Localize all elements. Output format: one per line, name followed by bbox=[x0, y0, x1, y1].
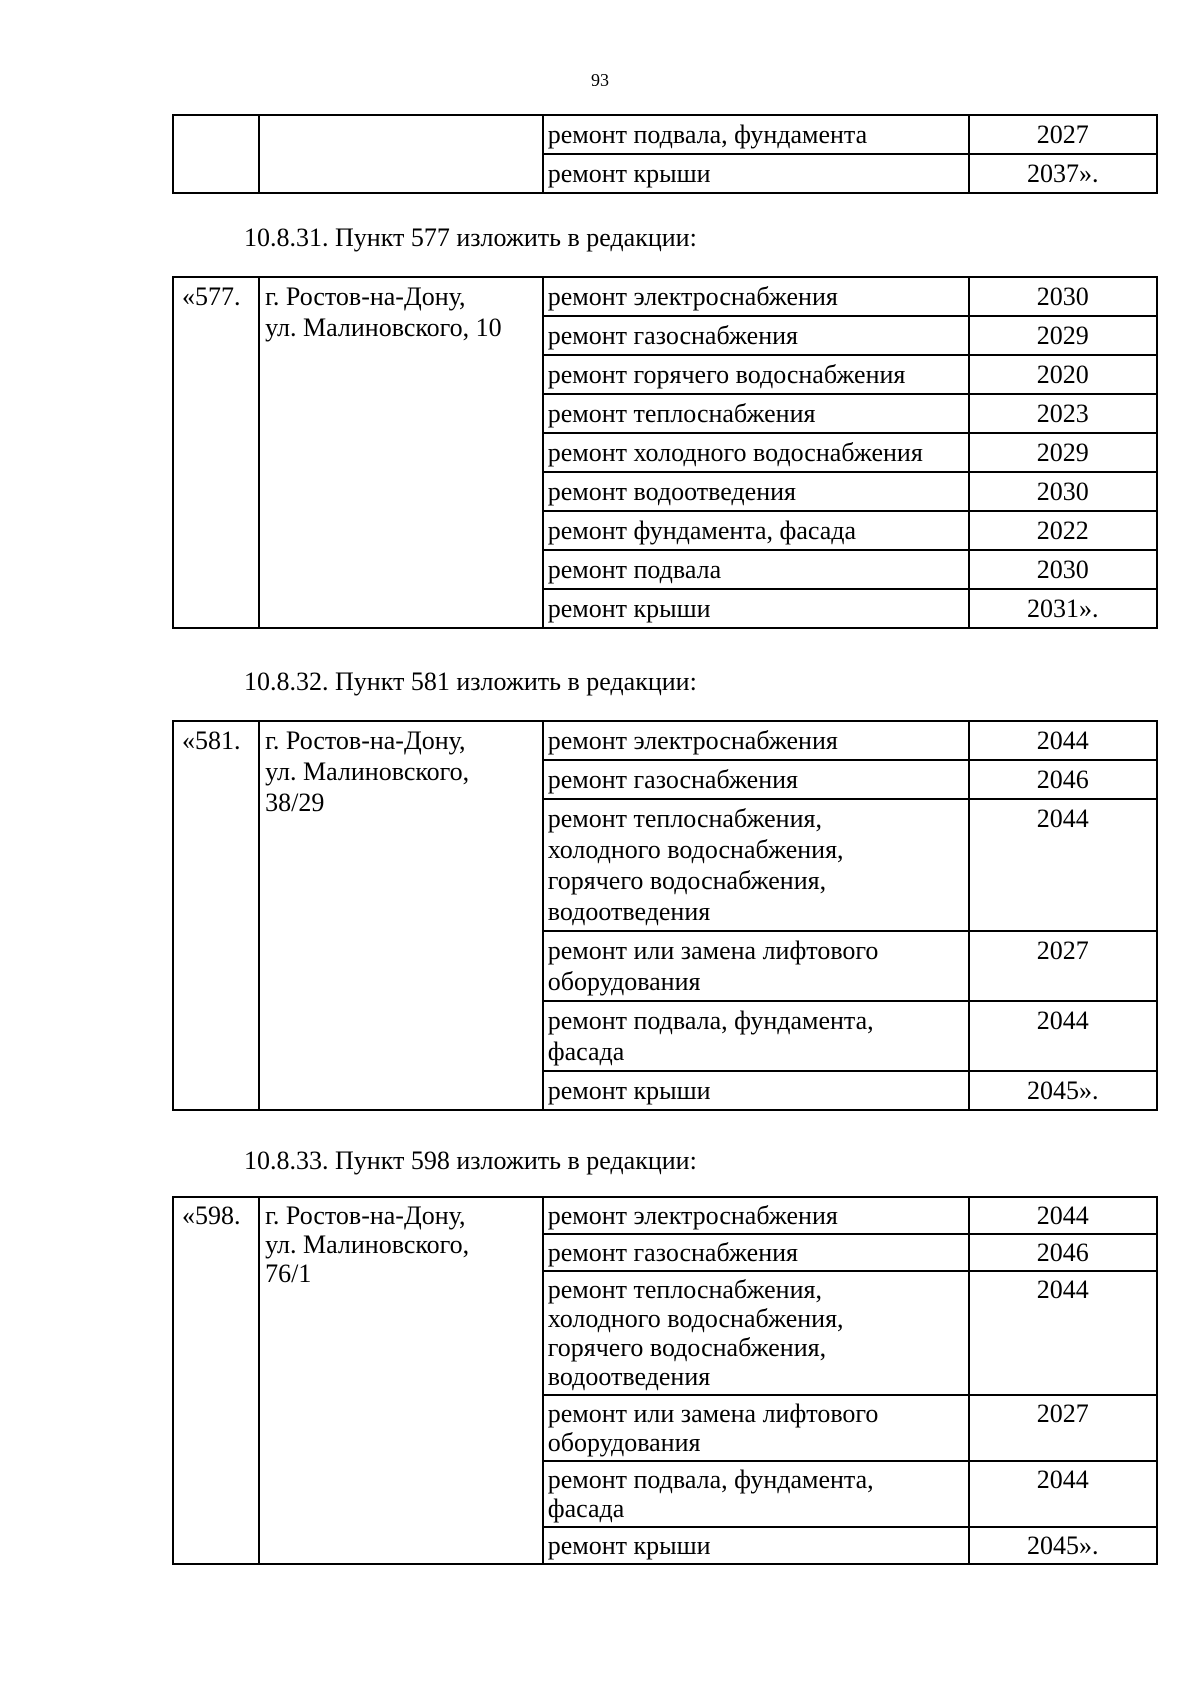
work-cell: ремонт подвала, фундамента, фасада bbox=[543, 1001, 969, 1071]
section-heading: 10.8.31. Пункт 577 изложить в редакции: bbox=[244, 223, 697, 252]
section-heading: 10.8.33. Пункт 598 изложить в редакции: bbox=[244, 1146, 697, 1175]
page-number: 93 bbox=[591, 70, 609, 90]
work-cell: ремонт крыши bbox=[543, 154, 969, 193]
year-cell: 2027 bbox=[969, 931, 1157, 1001]
work-cell: ремонт или замена лифтового оборудования bbox=[543, 1395, 969, 1461]
item-number: «577. bbox=[173, 277, 259, 628]
address-cell: г. Ростов-на-Дону, ул. Малиновского, 10 bbox=[259, 277, 543, 628]
work-cell: ремонт электроснабжения bbox=[543, 721, 969, 760]
item-number: «581. bbox=[173, 721, 259, 1110]
work-cell: ремонт электроснабжения bbox=[543, 1197, 969, 1234]
work-cell: ремонт электроснабжения bbox=[543, 277, 969, 316]
work-cell: ремонт газоснабжения bbox=[543, 1234, 969, 1271]
year-cell: 2029 bbox=[969, 316, 1157, 355]
year-cell: 2027 bbox=[969, 1395, 1157, 1461]
work-cell: ремонт крыши bbox=[543, 1071, 969, 1110]
work-cell: ремонт крыши bbox=[543, 1527, 969, 1564]
table-row bbox=[173, 721, 1157, 760]
year-cell: 2044 bbox=[969, 1001, 1157, 1071]
address-cell bbox=[259, 115, 543, 193]
year-cell: 2044 bbox=[969, 1461, 1157, 1527]
section-heading: 10.8.32. Пункт 581 изложить в редакции: bbox=[244, 667, 697, 696]
work-cell: ремонт газоснабжения bbox=[543, 316, 969, 355]
year-cell: 2029 bbox=[969, 433, 1157, 472]
item-number: «598. bbox=[173, 1197, 259, 1564]
address-cell: г. Ростов-на-Дону, ул. Малиновского, 38/29 bbox=[259, 721, 543, 1110]
work-cell: ремонт подвала bbox=[543, 550, 969, 589]
work-cell: ремонт фундамента, фасада bbox=[543, 511, 969, 550]
year-cell: 2044 bbox=[969, 799, 1157, 931]
work-cell: ремонт теплоснабжения, холодного водоснабжения, горячего водоснабжения, водоотведения bbox=[543, 1271, 969, 1395]
year-cell: 2030 bbox=[969, 472, 1157, 511]
table-row bbox=[173, 115, 1157, 154]
work-cell: ремонт подвала, фундамента bbox=[543, 115, 969, 154]
year-cell: 2030 bbox=[969, 277, 1157, 316]
table-row bbox=[173, 1197, 1157, 1234]
work-cell: ремонт горячего водоснабжения bbox=[543, 355, 969, 394]
address-cell: г. Ростов-на-Дону, ул. Малиновского, 76/1 bbox=[259, 1197, 543, 1564]
year-cell: 2044 bbox=[969, 1197, 1157, 1234]
year-cell: 2044 bbox=[969, 1271, 1157, 1395]
amendment-table-598 bbox=[172, 1196, 1158, 1565]
year-cell: 2044 bbox=[969, 721, 1157, 760]
year-cell: 2020 bbox=[969, 355, 1157, 394]
work-cell: ремонт или замена лифтового оборудования bbox=[543, 931, 969, 1001]
work-cell: ремонт водоотведения bbox=[543, 472, 969, 511]
year-cell: 2022 bbox=[969, 511, 1157, 550]
work-cell: ремонт теплоснабжения bbox=[543, 394, 969, 433]
year-cell: 2037». bbox=[969, 154, 1157, 193]
work-cell: ремонт газоснабжения bbox=[543, 760, 969, 799]
year-cell: 2046 bbox=[969, 760, 1157, 799]
amendment-table-577 bbox=[172, 276, 1158, 629]
number-cell bbox=[173, 115, 259, 193]
year-cell: 2031». bbox=[969, 589, 1157, 628]
year-cell: 2030 bbox=[969, 550, 1157, 589]
amendment-table-581 bbox=[172, 720, 1158, 1111]
year-cell: 2023 bbox=[969, 394, 1157, 433]
work-cell: ремонт теплоснабжения, холодного водоснабжения, горячего водоснабжения, водоотведения bbox=[543, 799, 969, 931]
work-cell: ремонт холодного водоснабжения bbox=[543, 433, 969, 472]
work-cell: ремонт крыши bbox=[543, 589, 969, 628]
year-cell: 2027 bbox=[969, 115, 1157, 154]
table-row bbox=[173, 277, 1157, 316]
work-cell: ремонт подвала, фундамента, фасада bbox=[543, 1461, 969, 1527]
year-cell: 2046 bbox=[969, 1234, 1157, 1271]
year-cell: 2045». bbox=[969, 1527, 1157, 1564]
year-cell: 2045». bbox=[969, 1071, 1157, 1110]
continuation-table bbox=[172, 114, 1158, 194]
